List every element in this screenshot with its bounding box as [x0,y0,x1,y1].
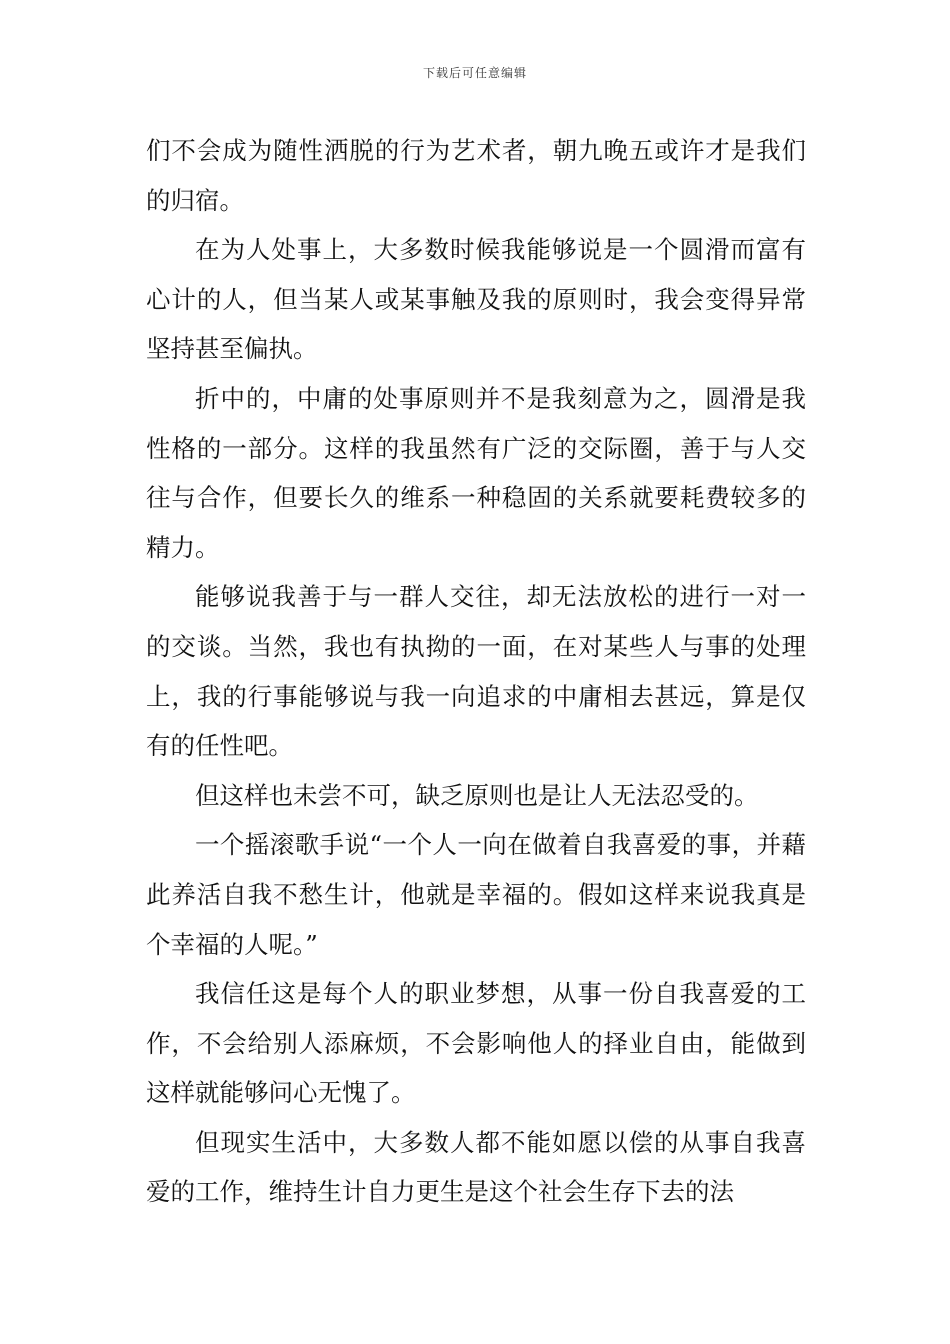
page-header: 下载后可任意编辑 [422,66,527,80]
paragraph: 但现实生活中，大多数人都不能如愿以偿的从事自我喜爱的工作，维持生计自力更生是这个社会生存下去的法 [146,1127,806,1207]
paragraph: 们不会成为随性洒脱的行为艺术者，朝九晚五或许才是我们的归宿。 [146,136,806,215]
paragraph: 折中的，中庸的处事原则并不是我刻意为之，圆滑是我性格的一部分。这样的我虽然有广泛的交际圈，善于与人交往与合作，但要长久的维系一种稳固的关系就要耗费较多的精力。 [146,383,806,562]
paragraph: 但这样也未尝不可，缺乏原则也是让人无法忍受的。 [195,780,759,810]
paragraph: 我信任这是每个人的职业梦想，从事一份自我喜爱的工作，不会给别人添麻烦，不会影响他人的择业自由，能做到这样就能够问心无愧了。 [146,979,806,1108]
paragraph: 在为人处事上，大多数时候我能够说是一个圆滑而富有心计的人，但当某人或某事触及我的原则时，我会变得异常坚持甚至偏执。 [146,235,806,364]
document-body [146,126,806,1217]
paragraph: 一个摇滚歌手说“一个人一向在做着自我喜爱的事，并藉此养活自我不愁生计，他就是幸福的。假如这样来说我真是个幸福的人呢。” [146,830,806,959]
paragraph: 能够说我善于与一群人交往，却无法放松的进行一对一的交谈。当然，我也有执拗的一面，在对某些人与事的处理上，我的行事能够说与我一向追求的中庸相去甚远，算是仅有的任性吧。 [146,582,806,761]
